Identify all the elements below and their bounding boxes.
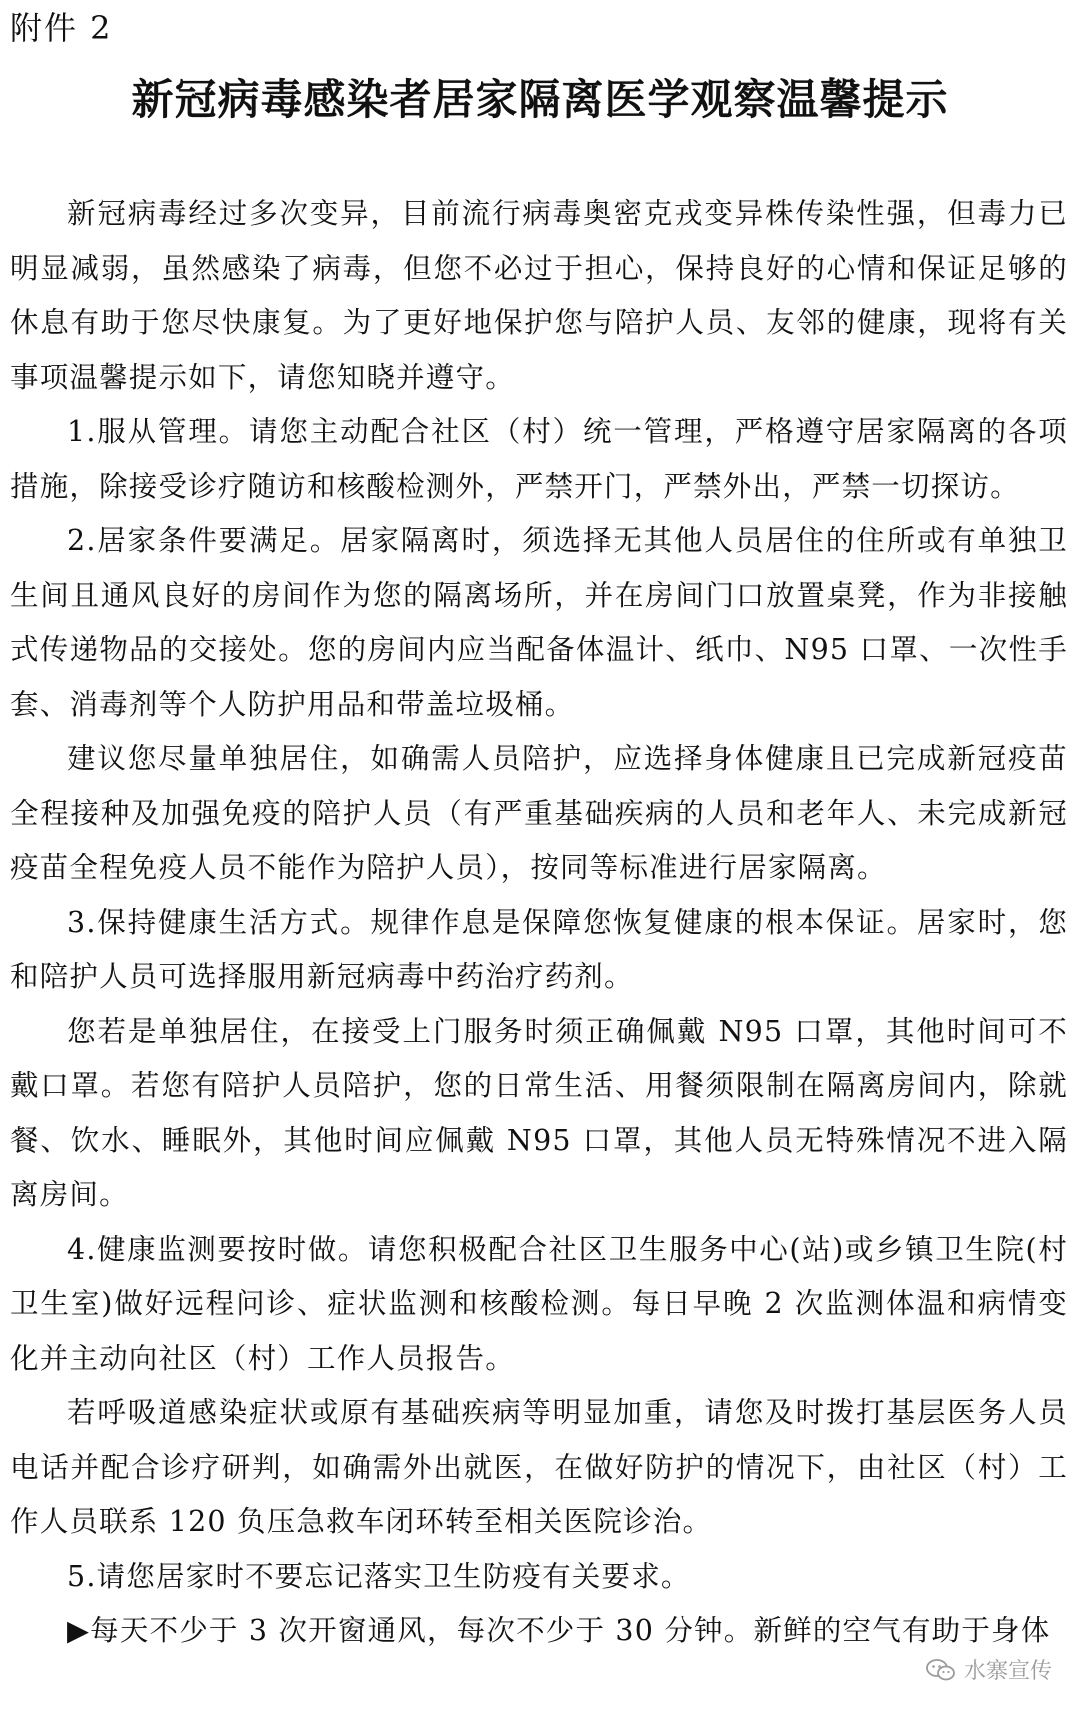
ventilation-bullet-paragraph: ▶每天不少于 3 次开窗通风，每次不少于 30 分钟。新鲜的空气有助于身体 — [67, 1614, 1051, 1647]
attachment-label: 附件 2 — [10, 9, 113, 47]
watermark-text: 水寨宣传 — [963, 1659, 1052, 1684]
item-3-mask-paragraph: 您若是单独居住，在接受上门服务时须正确佩戴 N95 口罩，其他时间可不戴口罩。若您有陪护人员陪护，您的日常生活、用餐须限制在隔离房间内，除就餐、饮水、睡眠外，其他时间应佩戴 N95 口罩，其他人员无特殊情况不进入隔离房间。 — [10, 1014, 1068, 1211]
intro-paragraph: 新冠病毒经过多次变异，目前流行病毒奥密克戎变异株传染性强，但毒力已明显减弱，虽然感染了病毒，但您不必过于担心，保持良好的心情和保证足够的休息有助于您尽快康复。为了更好地保护您与陪护人员、友邻的健康，现将有关事项温馨提示如下，请您知晓并遵守。 — [10, 197, 1068, 394]
wechat-icon — [926, 1658, 956, 1682]
item-2-paragraph: 2.居家条件要满足。居家隔离时，须选择无其他人员居住的住所或有单独卫生间且通风良好的房间作为您的隔离场所，并在房间门口放置桌凳，作为非接触式传递物品的交接处。您的房间内应当配备体温计、纸巾、N95 口罩、一次性手套、消毒剂等个人防护用品和带盖垃圾桶。 — [10, 524, 1068, 721]
item-4-paragraph: 4.健康监测要按时做。请您积极配合社区卫生服务中心(站)或乡镇卫生院(村卫生室)做好远程问诊、症状监测和核酸检测。每日早晚 2 次监测体温和病情变化并主动向社区（村）工作人员报告。 — [10, 1232, 1068, 1375]
item-5-paragraph: 5.请您居家时不要忘记落实卫生防疫有关要求。 — [67, 1559, 691, 1593]
document-title: 新冠病毒感染者居家隔离医学观察温馨提示 — [131, 75, 949, 124]
watermark — [920, 1652, 1058, 1687]
item-3-paragraph: 3.保持健康生活方式。规律作息是保障您恢复健康的根本保证。居家时，您和陪护人员可选择服用新冠病毒中药治疗药剂。 — [10, 905, 1068, 993]
document-body — [10, 187, 1068, 1659]
item-4-emergency-paragraph: 若呼吸道感染症状或原有基础疾病等明显加重，请您及时拨打基层医务人员电话并配合诊疗研判，如确需外出就医，在做好防护的情况下，由社区（村）工作人员联系 120 负压急救车闭环转至相关医院诊治。 — [10, 1396, 1068, 1538]
item-1-paragraph: 1.服从管理。请您主动配合社区（村）统一管理，严格遵守居家隔离的各项措施，除接受诊疗随访和核酸检测外，严禁开门，严禁外出，严禁一切探访。 — [10, 415, 1068, 503]
item-2-companion-paragraph: 建议您尽量单独居住，如确需人员陪护，应选择身体健康且已完成新冠疫苗全程接种及加强免疫的陪护人员（有严重基础疾病的人员和老年人、未完成新冠疫苗全程免疫人员不能作为陪护人员），按同等标准进行居家隔离。 — [10, 742, 1068, 884]
